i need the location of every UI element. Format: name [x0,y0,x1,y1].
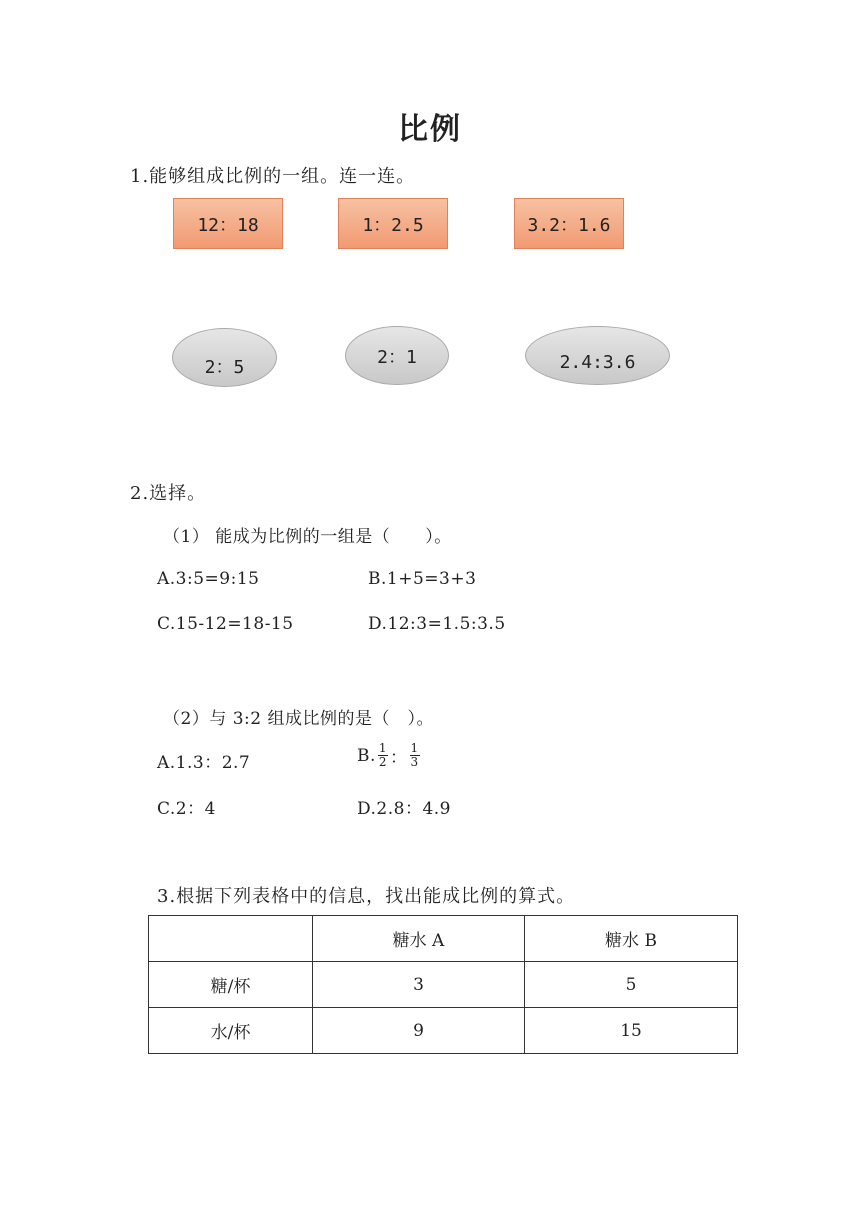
page-title: 比例 [398,112,462,147]
option-1a[interactable]: A.3:5=9:15 [157,569,260,589]
option-1b[interactable]: B.1+5=3+3 [368,569,477,589]
table-header-cell: 糖水 B [525,916,738,962]
sugar-water-table [148,915,738,1054]
table-cell: 3 [312,962,524,1008]
option-2d[interactable]: D.2.8：4.9 [357,799,451,819]
option-1c[interactable]: C.15-12=18-15 [157,614,294,634]
table-cell: 糖/杯 [149,962,313,1008]
table-cell: 5 [525,962,738,1008]
ratio-box-1[interactable]: 12：18 [173,198,283,249]
table-header-row [149,916,738,962]
option-2a[interactable]: A.1.3：2.7 [157,753,251,773]
option-2c[interactable]: C.2：4 [157,799,216,819]
table-header-cell: 糖水 A [312,916,524,962]
option-2b[interactable] [357,742,422,769]
table-cell: 水/杯 [149,1008,313,1054]
table-cell: 9 [312,1008,524,1054]
question-1-prompt: 1.能够组成比例的一组。连一连。 [130,166,416,187]
sub-question-2-stem: （2）与 3:2 组成比例的是（ ）。 [163,709,434,729]
fraction-one-half [378,742,388,769]
ratio-oval-1[interactable]: 2：5 [172,328,277,387]
table-row [149,962,738,1008]
question-3-prompt: 3.根据下列表格中的信息，找出能成比例的算式。 [157,886,576,907]
sub-question-1-stem: （1） 能成为比例的一组是（ ）。 [163,527,452,547]
fraction-denominator: 3 [410,755,419,769]
table-cell: 15 [525,1008,738,1054]
ratio-box-2[interactable]: 1：2.5 [338,198,448,249]
fraction-numerator: 1 [410,741,419,755]
fraction-one-third [410,742,420,769]
ratio-oval-3[interactable]: 2.4:3.6 [525,326,670,385]
option-2b-prefix: B. [357,745,376,766]
fraction-numerator: 1 [378,741,388,755]
option-2b-separator: ： [390,748,408,768]
question-2-prompt: 2.选择。 [130,483,207,504]
ratio-box-3[interactable]: 3.2：1.6 [514,198,624,249]
table-row [149,1008,738,1054]
table-header-cell [149,916,313,962]
ratio-oval-2[interactable]: 2：1 [345,326,449,385]
fraction-denominator: 2 [378,755,388,769]
option-1d[interactable]: D.12:3=1.5:3.5 [368,614,506,634]
